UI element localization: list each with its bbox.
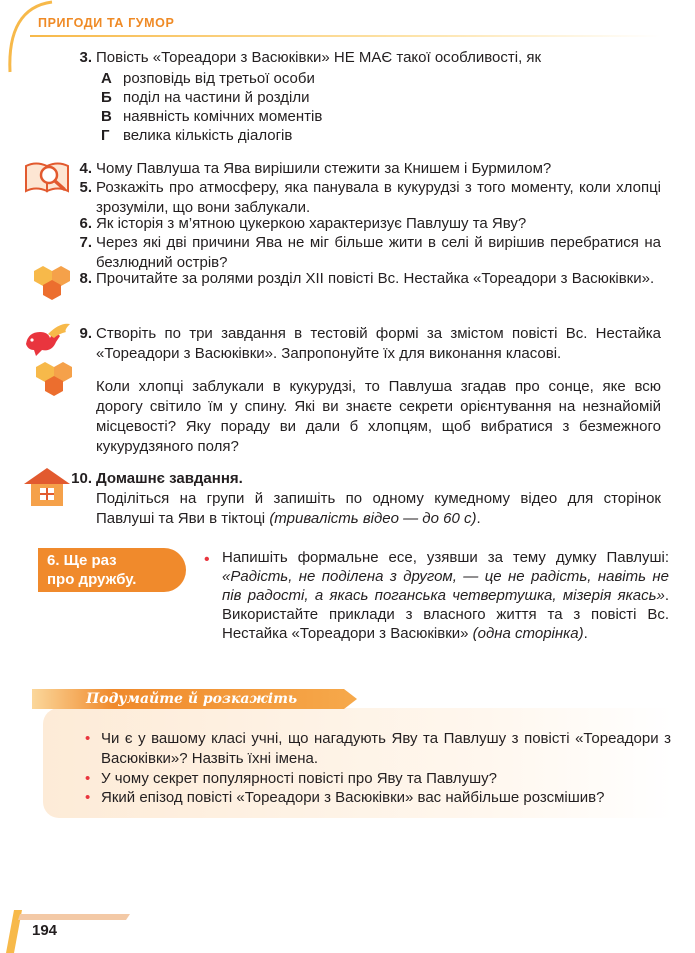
running-header: ПРИГОДИ ТА ГУМОР: [38, 16, 175, 30]
homework-text: Поділіться на групи й запишіть по одному кумедному відео для сторінок Павлуші та Яви в тіктоці: [96, 490, 661, 527]
question-number: 5.: [79, 179, 92, 196]
essay-note: (одна сторінка): [472, 625, 584, 642]
essay-intro: Напишіть формальне есе, узявши за тему думку Павлуші:: [222, 549, 669, 566]
question-number: 8.: [79, 270, 92, 287]
question-number: 10.: [71, 470, 92, 487]
homework-note: (тривалість відео — до 60 с): [269, 510, 477, 527]
question-number: 7.: [79, 234, 92, 251]
question-text: Чому Павлуша та Ява вирішили стежити за Книшем і Бурмилом?: [96, 160, 552, 177]
option-text: наявність комічних моментів: [123, 108, 323, 125]
question-text: Через які дві причини Ява не міг більше жити в селі й вирішив перебратися на безлюдний острів?: [96, 234, 661, 271]
think-item-1: Чи є у вашому класі учні, що нагадують Яву та Павлушу з повісті «Тореадори з Васюківки»? Назвіть їхні імена.: [101, 730, 671, 767]
homework-end: .: [476, 510, 481, 527]
question-number: 3.: [79, 49, 92, 66]
option-text: велика кількість діалогів: [123, 127, 293, 144]
essay-end: .: [583, 625, 588, 642]
option-letter: В: [101, 108, 112, 125]
header-decoration: [0, 0, 60, 75]
essay-quote: «Радість, не поділена з другом, — це не радість, навіть не пів радості, а якась поганська четвертушка, мізерія якась»: [222, 568, 669, 604]
option-letter: А: [101, 70, 112, 87]
bullet-icon: •: [85, 730, 91, 747]
question-text: Повість «Тореадори з Васюківки» НЕ МАЄ такої особливості, як: [96, 49, 542, 66]
page-number: 194: [32, 922, 58, 939]
think-title: Подумайте й розкажіть: [86, 691, 298, 707]
homework-body: [96, 469, 661, 529]
option-text: поділ на частини й розділи: [123, 89, 310, 106]
question-number: 9.: [79, 325, 92, 342]
homework-title: Домашнє завдання.: [96, 470, 243, 487]
think-item-3: Який епізод повісті «Тореадори з Васюківки» вас найбільше розсмішив?: [101, 789, 605, 806]
section-label-line-2: про дружбу.: [47, 571, 137, 588]
section-label: [38, 548, 186, 592]
bullet-icon: •: [85, 789, 91, 806]
think-item-2: У чому секрет популярності повісті про Яву та Павлушу?: [101, 770, 497, 787]
bullet-icon: •: [85, 770, 91, 787]
hexagons-icon: [30, 360, 80, 398]
option-letter: Г: [101, 127, 110, 144]
bullet-icon: •: [204, 551, 210, 568]
essay-middle: . Використайте приклади з власного життя та з повісті Вс. Нестайка «Тореадори з Васюківки»: [222, 587, 669, 642]
section-label-line-1: 6. Ще раз: [47, 552, 117, 569]
orientation-text: Коли хлопці заблукали в кукурудзі, то Павлуша згадав про сонце, яке всю дорогу світило їм у спину. Які ви знаєте секрети орієнтування на незнайомій місцевості? Яку пораду ви дали б хлопцям, щоб вибратися з безмежного кукурудзяного поля?: [96, 378, 661, 455]
question-text: Створіть по три завдання в тестовій формі за змістом повісті Вс. Нестайка «Тореадори з Васюківки». Запропонуйте їх для виконання класові.: [96, 325, 661, 362]
question-number: 6.: [79, 215, 92, 232]
question-text: Розкажіть про атмосферу, яка панувала в кукурудзі з того моменту, коли хлопці зрозуміли, що вони заблукали.: [96, 179, 661, 216]
question-text: Як історія з м’ятною цукеркою характеризує Павлушу та Яву?: [96, 215, 527, 232]
footer-decoration: [0, 900, 130, 953]
option-letter: Б: [101, 89, 112, 106]
header-rule: [30, 35, 660, 37]
option-text: розповідь від третьої особи: [123, 70, 315, 87]
essay-task: [222, 548, 669, 643]
question-number: 4.: [79, 160, 92, 177]
question-text: Прочитайте за ролями розділ XII повісті Вс. Нестайка «Тореадори з Васюківки».: [96, 270, 655, 287]
